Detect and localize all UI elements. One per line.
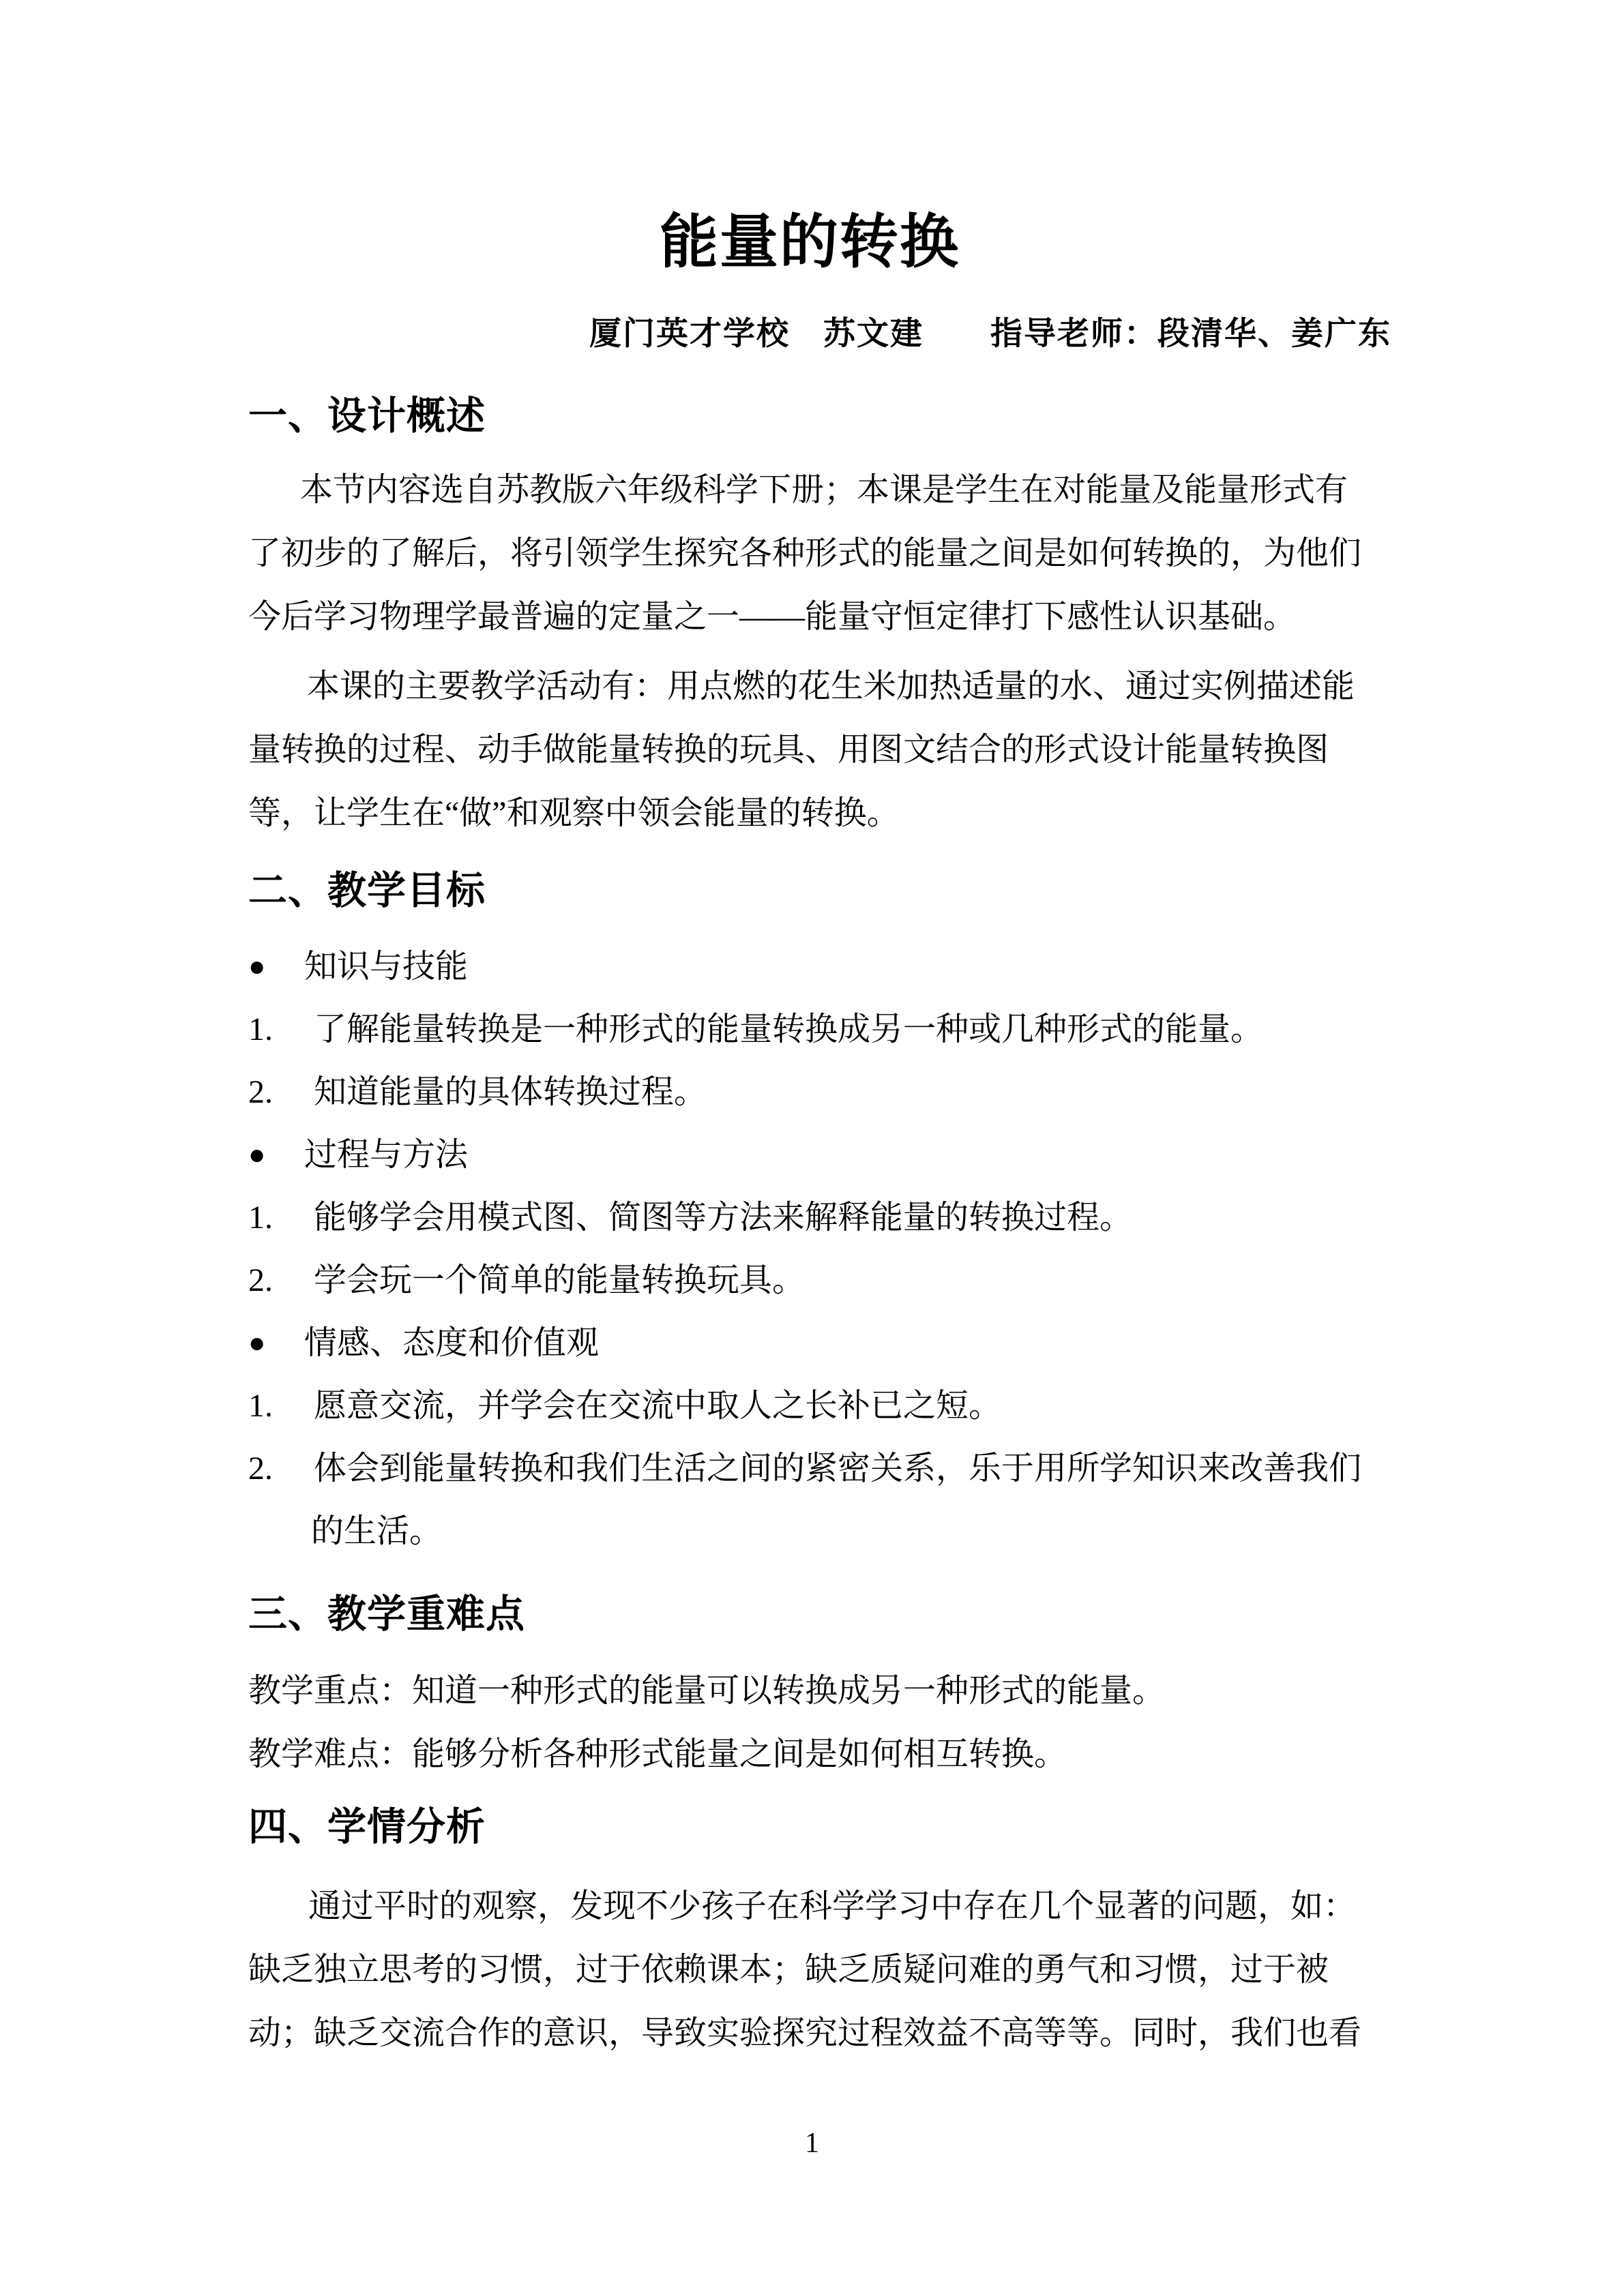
teaching-difficult-point-line: 教学难点：能够分析各种形式能量之间是如何相互转换。 (248, 1736, 1067, 1772)
goal-group-process-methods (248, 1124, 1371, 1187)
goal-item-text: 能够学会用模式图、简图等方法来解释能量的转换过程。 (314, 1199, 1133, 1236)
goal-item-text: 的生活。 (311, 1513, 443, 1549)
goal-item-text: 知道能量的具体转换过程。 (314, 1074, 707, 1110)
goal-item (248, 1249, 1371, 1312)
goal-group-label: 情感、态度和价值观 (304, 1325, 600, 1361)
goal-item (248, 1187, 1371, 1249)
paragraph-line: 量转换的过程、动手做能量转换的玩具、用图文结合的形式设计能量转换图 (248, 732, 1329, 768)
list-number: 2. (248, 1074, 273, 1110)
goal-group-affect-values (248, 1312, 1371, 1375)
paragraph-design-overview-1 (248, 458, 1371, 648)
paragraph-line: 动；缺乏交流合作的意识，导致实验探究过程效益不高等等。同时，我们也看 (248, 2015, 1362, 2051)
section-heading-teaching-goals: 二、教学目标 (248, 869, 486, 912)
list-bullet-icon: ● (248, 1328, 266, 1359)
goal-item-continuation (248, 1500, 1371, 1563)
goal-item-text: 了解能量转换是一种形式的能量转换成另一种或几种形式的能量。 (314, 1011, 1264, 1047)
document-title: 能量的转换 (660, 209, 960, 275)
list-number: 1. (248, 1388, 273, 1424)
teaching-key-point-line: 教学重点：知道一种形式的能量可以转换成另一种形式的能量。 (248, 1673, 1166, 1709)
paragraph-line: 缺乏独立思考的习惯，过于依赖课本；缺乏质疑问难的勇气和习惯，过于被 (248, 1952, 1329, 1988)
goal-item (248, 1375, 1371, 1437)
paragraph-line: 本节内容选自苏教版六年级科学下册；本课是学生在对能量及能量形式有 (300, 472, 1348, 508)
goal-item (248, 1437, 1371, 1500)
list-number: 2. (248, 1262, 273, 1298)
paragraph-design-overview-2 (248, 655, 1371, 845)
byline: 厦门英才学校 苏文建 指导老师：段清华、姜广东 (589, 316, 1391, 352)
paragraph-line: 本课的主要教学活动有：用点燃的花生米加热适量的水、通过实例描述能 (307, 668, 1355, 704)
goal-item (248, 998, 1371, 1061)
list-bullet-icon: ● (248, 951, 266, 983)
goal-group-label: 知识与技能 (304, 949, 469, 985)
goal-item-text: 愿意交流，并学会在交流中取人之长补已之短。 (314, 1388, 1002, 1424)
goal-item-text: 学会玩一个简单的能量转换玩具。 (314, 1262, 806, 1298)
paragraph-line: 等，让学生在“做”和观察中领会能量的转换。 (248, 795, 900, 831)
paragraph-line: 今后学习物理学最普遍的定量之一——能量守恒定律打下感性认识基础。 (248, 599, 1297, 635)
page-number: 1 (805, 2128, 819, 2159)
section-heading-key-difficult-points: 三、教学重难点 (248, 1593, 525, 1636)
goal-group-label: 过程与方法 (304, 1137, 469, 1173)
list-number: 1. (248, 1199, 273, 1236)
section-heading-learner-analysis: 四、学情分析 (248, 1806, 486, 1849)
goal-item (248, 1061, 1371, 1124)
goal-group-knowledge-skills (248, 936, 1371, 998)
list-number: 2. (248, 1450, 273, 1487)
paragraph-line: 了初步的了解后，将引领学生探究各种形式的能量之间是如何转换的，为他们 (248, 535, 1362, 571)
goal-item-text: 体会到能量转换和我们生活之间的紧密关系，乐于用所学知识来改善我们 (314, 1450, 1362, 1487)
paragraph-learner-analysis (248, 1875, 1371, 2065)
section-heading-design-overview: 一、设计概述 (248, 395, 486, 438)
paragraph-line: 通过平时的观察，发现不少孩子在科学学习中存在几个显著的问题，如： (308, 1888, 1357, 1924)
list-bullet-icon: ● (248, 1139, 266, 1171)
list-number: 1. (248, 1011, 273, 1047)
